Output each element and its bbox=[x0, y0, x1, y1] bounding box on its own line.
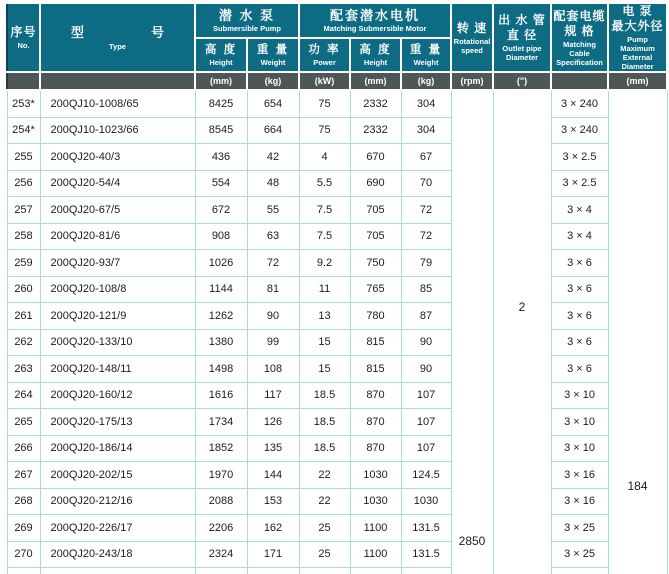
col-header-no-en: No. bbox=[8, 40, 39, 50]
cell-type: 200QJ20-175/13 bbox=[40, 409, 195, 436]
cell-type: 200QJ20-54/4 bbox=[40, 170, 195, 197]
cell-pump-height: 1970 bbox=[195, 462, 247, 489]
cell-pump-height: 1734 bbox=[195, 409, 247, 436]
cell-speed-merged bbox=[451, 90, 493, 568]
cell-type: 200QJ20-160/12 bbox=[40, 382, 195, 409]
table-row bbox=[7, 329, 667, 356]
table-row bbox=[7, 223, 667, 250]
cell-pump-weight: 126 bbox=[247, 409, 299, 436]
col-header-type bbox=[40, 3, 195, 72]
unit-maxdia: (mm) bbox=[608, 72, 667, 90]
cell-pump-height: 8545 bbox=[195, 117, 247, 144]
cell-type: 200QJ10-1023/66 bbox=[40, 117, 195, 144]
cell-motor-weight: 72 bbox=[401, 223, 451, 250]
cell-pump-weight: 162 bbox=[247, 515, 299, 542]
speed-value: 2850 bbox=[452, 534, 493, 548]
cell-cable: 3 × 4 bbox=[551, 223, 608, 250]
cell-motor-weight: 131.5 bbox=[401, 541, 451, 568]
table-row bbox=[7, 144, 667, 171]
cell-cable: 3 × 25 bbox=[551, 515, 608, 542]
table-row bbox=[7, 435, 667, 462]
cell-pump-height: 1852 bbox=[195, 435, 247, 462]
cell-power: 7.5 bbox=[299, 197, 350, 224]
cell-cable: 3 × 2.5 bbox=[551, 170, 608, 197]
cell-motor-height: 750 bbox=[350, 250, 401, 277]
col-header-speed: 转 速 Rotational speed bbox=[451, 3, 493, 72]
cell-motor-height: 670 bbox=[350, 144, 401, 171]
table-row bbox=[7, 117, 667, 144]
cell-no: 263 bbox=[7, 356, 40, 383]
cell-no: 254* bbox=[7, 117, 40, 144]
cell-pump-weight: 63 bbox=[247, 223, 299, 250]
table-row bbox=[7, 276, 667, 303]
unit-speed: (rpm) bbox=[451, 72, 493, 90]
col-header-maxdia: 电 泵 最大外径 Pump Maximum External Diameter bbox=[608, 3, 667, 72]
cell-motor-weight: 304 bbox=[401, 90, 451, 117]
table-row bbox=[7, 409, 667, 436]
cell-motor-height: 2332 bbox=[350, 90, 401, 117]
unit-motor-weight: (kg) bbox=[401, 72, 451, 90]
cell-type: 200QJ20-133/10 bbox=[40, 329, 195, 356]
cell-cable: 3 × 6 bbox=[551, 250, 608, 277]
cell-cable: 3 × 10 bbox=[551, 382, 608, 409]
cell-motor-height: 815 bbox=[350, 329, 401, 356]
cell-motor-weight: 90 bbox=[401, 329, 451, 356]
cell-cable: 3 × 6 bbox=[551, 276, 608, 303]
cell-pump-weight: 153 bbox=[247, 488, 299, 515]
table-row bbox=[7, 382, 667, 409]
cell-motor-height: 1100 bbox=[350, 541, 401, 568]
cell-pump-weight: 72 bbox=[247, 250, 299, 277]
cell-power: 25 bbox=[299, 541, 350, 568]
unit-pump-height: (mm) bbox=[195, 72, 247, 90]
units-row bbox=[7, 72, 667, 90]
cell-no: 257 bbox=[7, 197, 40, 224]
cell-motor-weight: 107 bbox=[401, 382, 451, 409]
cell-outlet-merged bbox=[493, 90, 551, 568]
cell-type: 200QJ20-81/6 bbox=[40, 223, 195, 250]
cell-motor-weight: 70 bbox=[401, 170, 451, 197]
group-header-motor: 配套潜水电机 Matching Submersible Motor bbox=[299, 3, 451, 38]
cell-no: 262 bbox=[7, 329, 40, 356]
cell-pump-height: 672 bbox=[195, 197, 247, 224]
cell-cable: 3 × 6 bbox=[551, 356, 608, 383]
cell-pump-height: 1380 bbox=[195, 329, 247, 356]
cell-no: 265 bbox=[7, 409, 40, 436]
cell-no: 270 bbox=[7, 541, 40, 568]
cell-type: 200QJ20-243/18 bbox=[40, 541, 195, 568]
cell-motor-weight: 304 bbox=[401, 117, 451, 144]
cell-power: 4 bbox=[299, 144, 350, 171]
group-header-pump: 潜 水 泵 Submersible Pump bbox=[195, 3, 299, 38]
cell-motor-height: 870 bbox=[350, 382, 401, 409]
max-diameter-value: 184 bbox=[609, 479, 667, 493]
unit-type bbox=[40, 72, 195, 90]
cell-motor-height: 765 bbox=[350, 276, 401, 303]
cell-no: 256 bbox=[7, 170, 40, 197]
cell-pump-height: 2324 bbox=[195, 541, 247, 568]
unit-outlet: (") bbox=[493, 72, 551, 90]
cell-power: 18.5 bbox=[299, 409, 350, 436]
table-row bbox=[7, 462, 667, 489]
cell-power: 25 bbox=[299, 515, 350, 542]
cell-power: 15 bbox=[299, 329, 350, 356]
cell-motor-height: 2332 bbox=[350, 117, 401, 144]
cell-type: 200QJ20-226/17 bbox=[40, 515, 195, 542]
cell-pump-weight: 42 bbox=[247, 144, 299, 171]
cell-motor-weight: 87 bbox=[401, 303, 451, 330]
cell-pump-weight: 654 bbox=[247, 90, 299, 117]
col-header-cable: 配套电缆 规 格 Matching Cable Specification bbox=[551, 3, 608, 72]
cell-power: 22 bbox=[299, 488, 350, 515]
cell-power: 5.5 bbox=[299, 170, 350, 197]
table-row bbox=[7, 250, 667, 277]
cell-pump-weight: 81 bbox=[247, 276, 299, 303]
table-row bbox=[7, 541, 667, 568]
cell-no: 266 bbox=[7, 435, 40, 462]
cell-motor-height: 870 bbox=[350, 435, 401, 462]
cell-type: 200QJ10-1008/65 bbox=[40, 90, 195, 117]
cell-no: 267 bbox=[7, 462, 40, 489]
cell-motor-height: 780 bbox=[350, 303, 401, 330]
cell-motor-weight: 107 bbox=[401, 435, 451, 462]
cell-pump-weight: 55 bbox=[247, 197, 299, 224]
cell-pump-weight: 664 bbox=[247, 117, 299, 144]
cell-motor-weight: 124.5 bbox=[401, 462, 451, 489]
cell-pump-weight: 144 bbox=[247, 462, 299, 489]
cell-motor-weight: 85 bbox=[401, 276, 451, 303]
cell-pump-weight: 171 bbox=[247, 541, 299, 568]
cell-no: 261 bbox=[7, 303, 40, 330]
cell-cable: 3 × 16 bbox=[551, 462, 608, 489]
col-header-no bbox=[7, 3, 40, 72]
pump-spec-table bbox=[6, 2, 668, 574]
col-header-outlet: 出 水 管 直 径 Outlet pipe Diameter bbox=[493, 3, 551, 72]
cell-type: 200QJ20-67/5 bbox=[40, 197, 195, 224]
cell-cable: 3 × 6 bbox=[551, 303, 608, 330]
cell-type: 200QJ20-108/8 bbox=[40, 276, 195, 303]
cell-no: 260 bbox=[7, 276, 40, 303]
pump-spec-page bbox=[0, 2, 669, 549]
cell-pump-height: 1498 bbox=[195, 356, 247, 383]
sub-header-pump-height: 高 度 Height bbox=[195, 38, 247, 73]
cell-pump-height: 1026 bbox=[195, 250, 247, 277]
cell-motor-weight: 67 bbox=[401, 144, 451, 171]
sub-header-motor-height: 高 度 Height bbox=[350, 38, 401, 73]
cell-motor-height: 690 bbox=[350, 170, 401, 197]
col-header-type-en: Type bbox=[41, 41, 194, 51]
cell-motor-height: 1100 bbox=[350, 515, 401, 542]
cell-type: 200QJ20-212/16 bbox=[40, 488, 195, 515]
cell-type: 200QJ20-93/7 bbox=[40, 250, 195, 277]
cell-pump-height: 436 bbox=[195, 144, 247, 171]
cell-cable: 3 × 6 bbox=[551, 329, 608, 356]
cell-no: 268 bbox=[7, 488, 40, 515]
cell-motor-height: 705 bbox=[350, 223, 401, 250]
cell-motor-weight: 79 bbox=[401, 250, 451, 277]
table-row bbox=[7, 90, 667, 117]
table-body bbox=[7, 90, 667, 568]
cell-pump-height: 554 bbox=[195, 170, 247, 197]
cell-type: 200QJ20-40/3 bbox=[40, 144, 195, 171]
sub-header-pump-weight: 重 量 Weight bbox=[247, 38, 299, 73]
cell-motor-weight: 107 bbox=[401, 409, 451, 436]
cell-cable: 3 × 25 bbox=[551, 541, 608, 568]
cell-no: 258 bbox=[7, 223, 40, 250]
cell-cable: 3 × 2.5 bbox=[551, 144, 608, 171]
cell-cable: 3 × 10 bbox=[551, 409, 608, 436]
cell-pump-weight: 117 bbox=[247, 382, 299, 409]
col-header-no-cn: 序号 bbox=[8, 25, 39, 40]
unit-power: (kW) bbox=[299, 72, 350, 90]
table-row bbox=[7, 170, 667, 197]
table-row bbox=[7, 488, 667, 515]
cell-pump-weight: 99 bbox=[247, 329, 299, 356]
cell-pump-height: 2088 bbox=[195, 488, 247, 515]
cell-pump-weight: 48 bbox=[247, 170, 299, 197]
table-row bbox=[7, 356, 667, 383]
cell-pump-weight: 135 bbox=[247, 435, 299, 462]
cell-motor-height: 815 bbox=[350, 356, 401, 383]
unit-cable bbox=[551, 72, 608, 90]
table-header bbox=[7, 3, 667, 90]
cell-cable: 3 × 16 bbox=[551, 488, 608, 515]
cell-no: 259 bbox=[7, 250, 40, 277]
unit-pump-weight: (kg) bbox=[247, 72, 299, 90]
cell-motor-height: 1030 bbox=[350, 488, 401, 515]
cell-power: 18.5 bbox=[299, 382, 350, 409]
cell-motor-weight: 131.5 bbox=[401, 515, 451, 542]
cell-motor-weight: 1030 bbox=[401, 488, 451, 515]
cell-motor-weight: 72 bbox=[401, 197, 451, 224]
cell-pump-height: 908 bbox=[195, 223, 247, 250]
cell-power: 7.5 bbox=[299, 223, 350, 250]
cell-no: 269 bbox=[7, 515, 40, 542]
cell-pump-height: 8425 bbox=[195, 90, 247, 117]
unit-motor-height: (mm) bbox=[350, 72, 401, 90]
cell-type: 200QJ20-202/15 bbox=[40, 462, 195, 489]
cell-type: 200QJ20-121/9 bbox=[40, 303, 195, 330]
cell-power: 9.2 bbox=[299, 250, 350, 277]
cell-motor-weight: 90 bbox=[401, 356, 451, 383]
cell-pump-height: 1616 bbox=[195, 382, 247, 409]
cell-no: 264 bbox=[7, 382, 40, 409]
cut-off-partial-row bbox=[7, 568, 667, 574]
cell-power: 18.5 bbox=[299, 435, 350, 462]
cell-no: 255 bbox=[7, 144, 40, 171]
cell-power: 11 bbox=[299, 276, 350, 303]
cell-pump-weight: 108 bbox=[247, 356, 299, 383]
cell-maxdia-merged bbox=[608, 90, 667, 568]
cell-pump-weight: 90 bbox=[247, 303, 299, 330]
cell-pump-height: 1262 bbox=[195, 303, 247, 330]
table-row bbox=[7, 197, 667, 224]
cell-type: 200QJ20-186/14 bbox=[40, 435, 195, 462]
outlet-diameter-value: 2 bbox=[494, 300, 551, 314]
cell-motor-height: 870 bbox=[350, 409, 401, 436]
table-row bbox=[7, 303, 667, 330]
cell-type: 200QJ20-148/11 bbox=[40, 356, 195, 383]
cell-cable: 3 × 4 bbox=[551, 197, 608, 224]
cell-power: 75 bbox=[299, 117, 350, 144]
unit-no bbox=[7, 72, 40, 90]
cell-power: 22 bbox=[299, 462, 350, 489]
cell-power: 13 bbox=[299, 303, 350, 330]
cell-no: 253* bbox=[7, 90, 40, 117]
sub-header-power: 功 率 Power bbox=[299, 38, 350, 73]
cell-cable: 3 × 10 bbox=[551, 435, 608, 462]
cell-cable: 3 × 240 bbox=[551, 90, 608, 117]
cell-power: 75 bbox=[299, 90, 350, 117]
sub-header-motor-weight: 重 量 Weight bbox=[401, 38, 451, 73]
cell-motor-height: 705 bbox=[350, 197, 401, 224]
cell-cable: 3 × 240 bbox=[551, 117, 608, 144]
table-row bbox=[7, 515, 667, 542]
cell-power: 15 bbox=[299, 356, 350, 383]
cell-motor-height: 1030 bbox=[350, 462, 401, 489]
cell-pump-height: 1144 bbox=[195, 276, 247, 303]
col-header-type-cn: 型 号 bbox=[41, 25, 194, 41]
cell-pump-height: 2206 bbox=[195, 515, 247, 542]
